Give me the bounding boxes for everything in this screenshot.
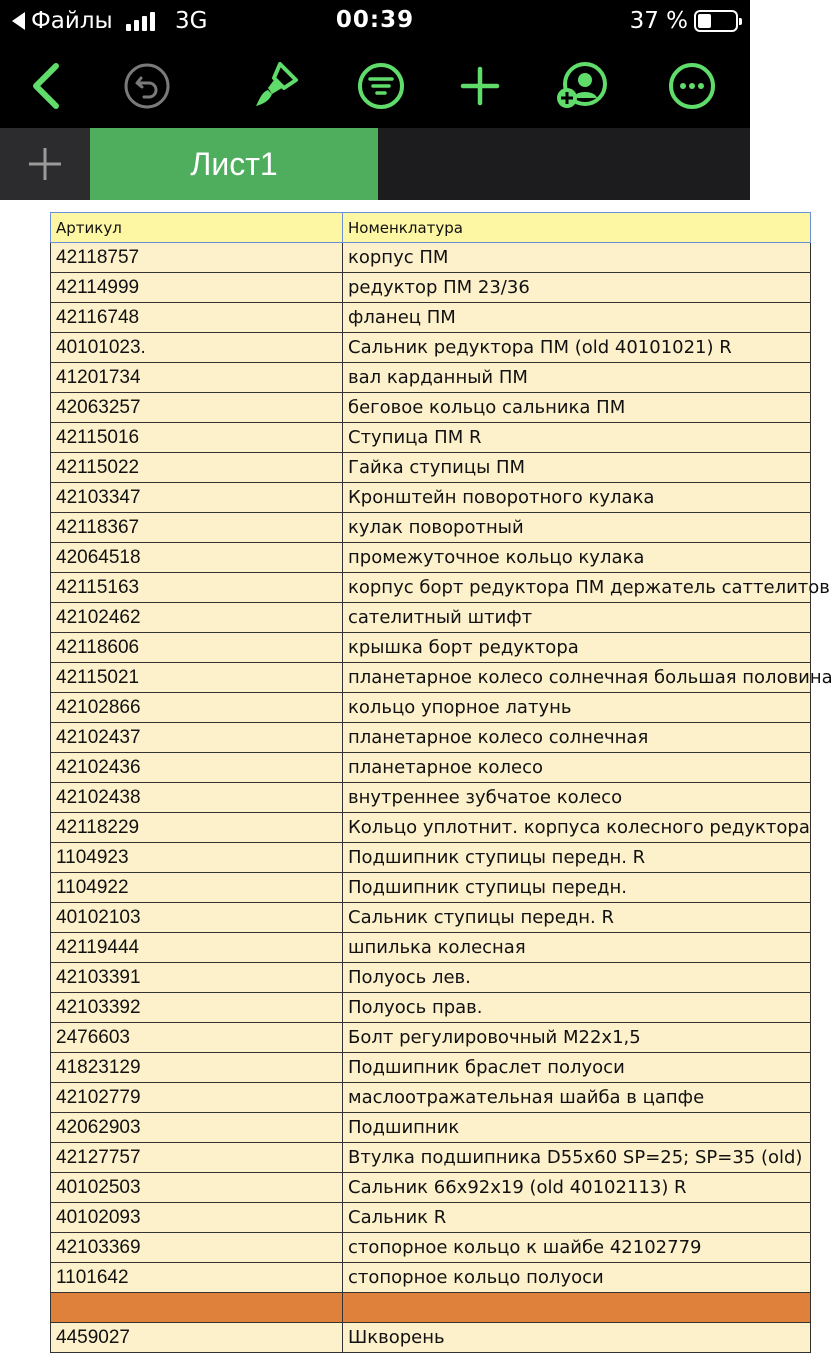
cell-nomenclature[interactable]: Гайка ступицы ПМ [343, 453, 811, 483]
table-row [51, 423, 811, 453]
cell-article[interactable]: 42063257 [51, 393, 343, 423]
table-row [51, 753, 811, 783]
cell-nomenclature[interactable]: Кронштейн поворотного кулака [343, 483, 811, 513]
separator-row [51, 1293, 811, 1323]
cell-article[interactable]: 41823129 [51, 1053, 343, 1083]
table-row [51, 1143, 811, 1173]
cell-article[interactable]: 42116748 [51, 303, 343, 333]
cell-nomenclature[interactable]: корпус борт редуктора ПМ держатель саттелитов [343, 573, 811, 603]
cell-article[interactable]: 42115022 [51, 453, 343, 483]
table-row [51, 513, 811, 543]
cell-nomenclature[interactable]: Шкворень [343, 1323, 811, 1353]
plus-icon [25, 144, 65, 184]
cell-nomenclature[interactable]: Ступица ПМ R [343, 423, 811, 453]
table-row [51, 993, 811, 1023]
cell-article[interactable]: 42062903 [51, 1113, 343, 1143]
cell-nomenclature[interactable]: стопорное кольцо полуоси [343, 1263, 811, 1293]
cell-nomenclature[interactable]: Подшипник [343, 1113, 811, 1143]
undo-icon [119, 58, 175, 114]
cell-article[interactable]: 41201734 [51, 363, 343, 393]
cell-nomenclature[interactable]: корпус ПМ [343, 243, 811, 273]
paintbrush-icon [248, 58, 304, 114]
table-row [51, 783, 811, 813]
table-row [51, 333, 811, 363]
cell-nomenclature[interactable]: Подшипник браслет полуоси [343, 1053, 811, 1083]
cell-article[interactable]: 40101023. [51, 333, 343, 363]
table-row [51, 663, 811, 693]
cell-nomenclature[interactable]: Полуось лев. [343, 963, 811, 993]
cell-nomenclature[interactable]: Подшипник ступицы передн. R [343, 843, 811, 873]
cell-article[interactable]: 42064518 [51, 543, 343, 573]
table-row [51, 1113, 811, 1143]
cell-article[interactable]: 42114999 [51, 273, 343, 303]
cell-article[interactable]: 42118367 [51, 513, 343, 543]
cell-nomenclature[interactable]: Сальник редуктора ПМ (old 40101021) R [343, 333, 811, 363]
table-row [51, 273, 811, 303]
network-type: 3G [175, 8, 208, 34]
add-user-icon [553, 58, 609, 114]
table-row [51, 1053, 811, 1083]
cell-article[interactable]: 1101642 [51, 1263, 343, 1293]
cell-article[interactable]: 42118606 [51, 633, 343, 663]
sort-filter-button[interactable] [353, 58, 409, 114]
table-row [51, 873, 811, 903]
column-header-nomenclature[interactable]: Номенклатура [343, 213, 811, 243]
cell-nomenclature[interactable]: сателитный штифт [343, 603, 811, 633]
table-row [51, 693, 811, 723]
cell-article[interactable]: 42103392 [51, 993, 343, 1023]
collaborate-button[interactable] [553, 58, 609, 114]
cell-nomenclature[interactable]: Сальник R [343, 1203, 811, 1233]
cell-empty[interactable] [51, 1293, 343, 1323]
cell-article[interactable]: 40102103 [51, 903, 343, 933]
table-row [51, 843, 811, 873]
table-row [51, 1233, 811, 1263]
cell-article[interactable]: 42102436 [51, 753, 343, 783]
cell-article[interactable]: 2476603 [51, 1023, 343, 1053]
table-row [51, 483, 811, 513]
header-row [51, 213, 811, 243]
cell-article[interactable]: 42103391 [51, 963, 343, 993]
cell-nomenclature[interactable]: Втулка подшипника D55х60 SP=25; SP=35 (old) [343, 1143, 811, 1173]
table-row [51, 963, 811, 993]
cell-nomenclature[interactable]: беговое кольцо сальника ПМ [343, 393, 811, 423]
cell-article[interactable]: 42102438 [51, 783, 343, 813]
insert-button[interactable] [452, 58, 508, 114]
cell-nomenclature[interactable]: маслоотражательная шайба в цапфе [343, 1083, 811, 1113]
cell-nomenclature[interactable]: редуктор ПМ 23/36 [343, 273, 811, 303]
table-row [51, 363, 811, 393]
table-row [51, 723, 811, 753]
undo-button[interactable] [119, 58, 175, 114]
cell-article[interactable]: 4459027 [51, 1323, 343, 1353]
table-row [51, 1083, 811, 1113]
table-row [51, 303, 811, 333]
cell-nomenclature[interactable]: вал карданный ПМ [343, 363, 811, 393]
more-button[interactable] [664, 58, 720, 114]
cell-article[interactable]: 42102779 [51, 1083, 343, 1113]
cell-nomenclature[interactable]: планетарное колесо [343, 753, 811, 783]
table-row [51, 903, 811, 933]
cell-nomenclature[interactable]: фланец ПМ [343, 303, 811, 333]
cell-nomenclature[interactable]: крышка борт редуктора [343, 633, 811, 663]
cell-nomenclature[interactable]: кольцо упорное латунь [343, 693, 811, 723]
cell-article[interactable]: 42115163 [51, 573, 343, 603]
cell-article[interactable]: 40102093 [51, 1203, 343, 1233]
add-sheet-button[interactable] [0, 128, 90, 200]
back-icon [20, 58, 76, 114]
table-row [51, 1173, 811, 1203]
more-icon [664, 58, 720, 114]
cell-nomenclature[interactable]: планетарное колесо солнечная [343, 723, 811, 753]
cell-article[interactable]: 42118229 [51, 813, 343, 843]
cell-article[interactable]: 42102437 [51, 723, 343, 753]
cell-article[interactable]: 1104922 [51, 873, 343, 903]
table-row [51, 453, 811, 483]
table-row [51, 393, 811, 423]
filter-icon [353, 58, 409, 114]
table-row [51, 633, 811, 663]
table-row [51, 243, 811, 273]
cell-nomenclature[interactable]: Подшипник ступицы передн. [343, 873, 811, 903]
table-row [51, 1323, 811, 1353]
plus-icon [452, 58, 508, 114]
cell-article[interactable]: 42127757 [51, 1143, 343, 1173]
cell-article[interactable]: 1104923 [51, 843, 343, 873]
cell-nomenclature[interactable]: шпилька колесная [343, 933, 811, 963]
cell-nomenclature[interactable]: промежуточное кольцо кулака [343, 543, 811, 573]
column-header-article[interactable]: Артикул [51, 213, 343, 243]
cell-article[interactable]: 40102503 [51, 1173, 343, 1203]
table-row [51, 933, 811, 963]
cell-nomenclature[interactable]: внутреннее зубчатое колесо [343, 783, 811, 813]
clock: 00:39 [335, 7, 415, 33]
cell-nomenclature[interactable]: Полуось прав. [343, 993, 811, 1023]
back-button[interactable] [20, 58, 76, 114]
table-row [51, 1263, 811, 1293]
format-button[interactable] [248, 58, 304, 114]
battery-icon [694, 10, 738, 32]
cell-article[interactable]: 42102866 [51, 693, 343, 723]
sheet-tab-bar [0, 128, 750, 200]
cell-article[interactable]: 42119444 [51, 933, 343, 963]
cell-nomenclature[interactable]: Сальник 66х92х19 (old 40102113) R [343, 1173, 811, 1203]
cell-nomenclature[interactable]: Болт регулировочный М22х1,5 [343, 1023, 811, 1053]
cell-article[interactable]: 42118757 [51, 243, 343, 273]
cell-nomenclature[interactable]: Сальник ступицы передн. R [343, 903, 811, 933]
back-app-label: Файлы [31, 8, 113, 34]
data-table [50, 212, 833, 1353]
table-row [51, 543, 811, 573]
spreadsheet[interactable] [0, 200, 833, 1348]
cell-nomenclature[interactable]: планетарное колесо солнечная большая половина [343, 663, 811, 693]
cell-article[interactable]: 42103347 [51, 483, 343, 513]
cell-article[interactable]: 42103369 [51, 1233, 343, 1263]
cell-nomenclature[interactable]: кулак поворотный [343, 513, 811, 543]
table-row [51, 603, 811, 633]
cell-nomenclature[interactable]: стопорное кольцо к шайбе 42102779 [343, 1233, 811, 1263]
tab-sheet1[interactable]: Лист1 [90, 128, 378, 200]
cell-nomenclature[interactable]: Кольцо уплотнит. корпуса колесного редуктора [343, 813, 811, 843]
top-bar [0, 0, 750, 128]
cell-article[interactable]: 42115016 [51, 423, 343, 453]
cell-article[interactable]: 42115021 [51, 663, 343, 693]
table-row [51, 813, 811, 843]
table-row [51, 1203, 811, 1233]
battery-percent: 37 % [629, 8, 688, 34]
table-row [51, 1023, 811, 1053]
table-row [51, 573, 811, 603]
cell-article[interactable]: 42102462 [51, 603, 343, 633]
status-bar [0, 0, 750, 42]
cell-empty[interactable] [343, 1293, 811, 1323]
